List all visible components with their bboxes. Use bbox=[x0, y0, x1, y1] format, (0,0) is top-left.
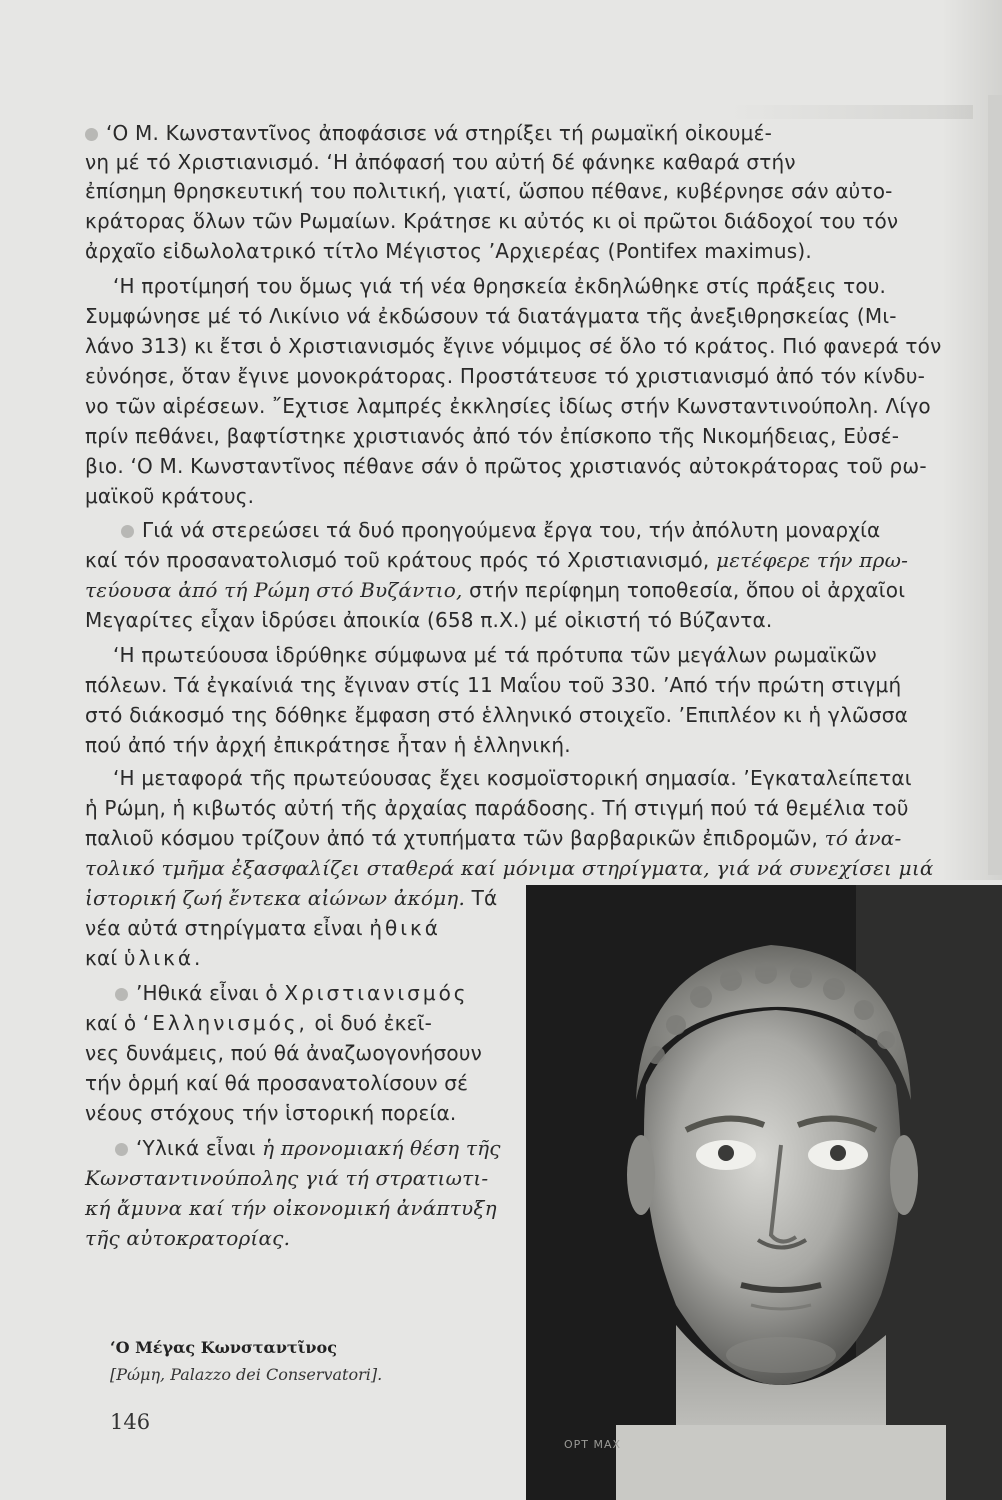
text-line: νο τῶν αἱρέσεων. ῎Εχτισε λαμπρές ἐκκλησίες ἰδίως στήν Κωνσταντινούπολη. Λίγο bbox=[85, 394, 931, 418]
text-line: τῆς αὐτοκρατορίας. bbox=[85, 1226, 291, 1250]
text-line: ‘Ο Μ. Κωνσταντῖνος ἀποφάσισε νά στηρίξει τή ρωμαϊκή οἰκουμέ- bbox=[85, 118, 772, 148]
text-line: ἀρχαῖο εἰδωλολατρικό τίτλο Μέγιστος ’Αρχιερέας (Pontifex maximus). bbox=[85, 239, 812, 263]
text-line: ‘Υλικά εἶναι ἡ προνομιακή θέση τῆς bbox=[115, 1133, 501, 1163]
adjacent-page-edge bbox=[988, 95, 1002, 875]
text-line: ἐπίσημη θρησκευτική του πολιτική, γιατί, ὥσπου πέθανε, κυβέρνησε σάν αὐτο- bbox=[85, 179, 893, 203]
text-line: Γιά νά στερεώσει τά δυό προηγούμενα ἔργα του, τήν ἀπόλυτη μοναρχία bbox=[121, 515, 880, 545]
text-line: ‘Η προτίμησή του ὅμως γιά τή νέα θρησκεία ἐκδηλώθηκε στίς πράξεις του. bbox=[113, 274, 887, 298]
text-line: Μεγαρίτες εἶχαν ἱδρύσει ἀποικία (658 π.Χ.) μέ οἰκιστή τό Βύζαντα. bbox=[85, 608, 773, 632]
text-line: στό διάκοσμό της δόθηκε ἔμφαση στό ἑλληνικό στοιχεῖο. ’Επιπλέον κι ἡ γλῶσσα bbox=[85, 703, 909, 727]
figure-caption-title: ‘Ο Μέγας Κωνσταντῖνος bbox=[110, 1338, 337, 1357]
text-line: εὐνόησε, ὅταν ἔγινε μονοκράτορας. Προστάτευσε τό χριστιανισμό ἀπό τόν κίνδυ- bbox=[85, 364, 926, 388]
text-line: καί ὑλικά. bbox=[85, 946, 204, 970]
text-line: Συμφώνησε μέ τό Λικίνιο νά ἐκδώσουν τά διατάγματα τῆς ἀνεξιθρησκείας (Μι- bbox=[85, 304, 897, 328]
text-line: πόλεων. Τά ἐγκαίνιά της ἔγιναν στίς 11 Μαΐου τοῦ 330. ’Από τήν πρώτη στιγμή bbox=[85, 673, 902, 697]
text-line: ‘Η μεταφορά τῆς πρωτεύουσας ἔχει κοσμοϊστορική σημασία. ’Εγκαταλείπεται bbox=[113, 766, 912, 790]
text-line: πού ἀπό τήν ἀρχή ἐπικράτησε ἦταν ἡ ἑλληνική. bbox=[85, 733, 571, 757]
text-line: νη μέ τό Χριστιανισμό. ‘Η ἀπόφασή του αὐτή δέ φάνηκε καθαρά στήν bbox=[85, 150, 796, 174]
bullet-icon bbox=[121, 525, 134, 538]
bullet-icon bbox=[115, 988, 128, 1001]
figure-caption-location: [Ρώμη, Palazzo dei Conservatori]. bbox=[110, 1365, 383, 1384]
text-line: μαϊκοῦ κράτους. bbox=[85, 484, 255, 508]
text-line: κή ἄμυνα καί τήν οἰκονομική ἀνάπτυξη bbox=[85, 1196, 497, 1220]
bullet-icon bbox=[85, 128, 98, 141]
bust-illustration bbox=[526, 885, 1002, 1500]
bleed-through-text bbox=[728, 105, 973, 119]
constantine-bust-photo bbox=[526, 885, 1002, 1500]
text-line: νέα αὐτά στηρίγματα εἶναι ἠθικά bbox=[85, 916, 441, 940]
bullet-icon bbox=[115, 1143, 128, 1156]
text-line: τολικό τμῆμα ἐξασφαλίζει σταθερά καί μόνιμα στηρίγματα, γιά νά συνεχίσει μιά bbox=[85, 856, 934, 880]
text-line: ἱστορική ζωή ἔντεκα αἰώνων ἀκόμη. Τά bbox=[85, 886, 498, 910]
text-line: λάνο 313) κι ἔτσι ὁ Χριστιανισμός ἔγινε νόμιμος σέ ὅλο τό κράτος. Πιό φανερά τόν bbox=[85, 334, 942, 358]
text-line: βιο. ‘Ο Μ. Κωνσταντῖνος πέθανε σάν ὁ πρῶτος χριστιανός αὐτοκράτορας τοῦ ρω- bbox=[85, 454, 927, 478]
bust-inscription: ΟΡΤ ΜΑΧ bbox=[564, 1438, 622, 1451]
text-line: καί ὁ ‘Ελληνισμός, οἱ δυό ἐκεῖ- bbox=[85, 1011, 433, 1035]
text-line: νέους στόχους τήν ἱστορική πορεία. bbox=[85, 1101, 457, 1125]
text-line: Κωνσταντινούπολης γιά τή στρατιωτι- bbox=[85, 1166, 489, 1190]
text-line: νες δυνάμεις, πού θά ἀναζωογονήσουν bbox=[85, 1041, 482, 1065]
text-line: ‘Η πρωτεύουσα ἱδρύθηκε σύμφωνα μέ τά πρότυπα τῶν μεγάλων ρωμαϊκῶν bbox=[113, 643, 877, 667]
text-line: ’Ηθικά εἶναι ὁ Χριστιανισμός bbox=[115, 978, 469, 1008]
text-line: καί τόν προσανατολισμό τοῦ κράτους πρός τό Χριστιανισμό, μετέφερε τήν πρω- bbox=[85, 548, 909, 572]
text-line: τεύουσα ἀπό τή Ρώμη στό Βυζάντιο, στήν περίφημη τοποθεσία, ὅπου οἱ ἀρχαῖοι bbox=[85, 578, 906, 602]
text-line: πρίν πεθάνει, βαφτίστηκε χριστιανός ἀπό τόν ἐπίσκοπο τῆς Νικομήδειας, Εὐσέ- bbox=[85, 424, 900, 448]
page-number: 146 bbox=[110, 1410, 151, 1434]
text-line: τήν ὁρμή καί θά προσανατολίσουν σέ bbox=[85, 1071, 469, 1095]
text-line: παλιοῦ κόσμου τρίζουν ἀπό τά χτυπήματα τῶν βαρβαρικῶν ἐπιδρομῶν, τό ἀνα- bbox=[85, 826, 902, 850]
text-line: κράτορας ὅλων τῶν Ρωμαίων. Κράτησε κι αὐτός κι οἱ πρῶτοι διάδοχοί του τόν bbox=[85, 209, 899, 233]
text-line: ἡ Ρώμη, ἡ κιβωτός αὐτή τῆς ἀρχαίας παράδοσης. Τή στιγμή πού τά θεμέλια τοῦ bbox=[85, 796, 909, 820]
